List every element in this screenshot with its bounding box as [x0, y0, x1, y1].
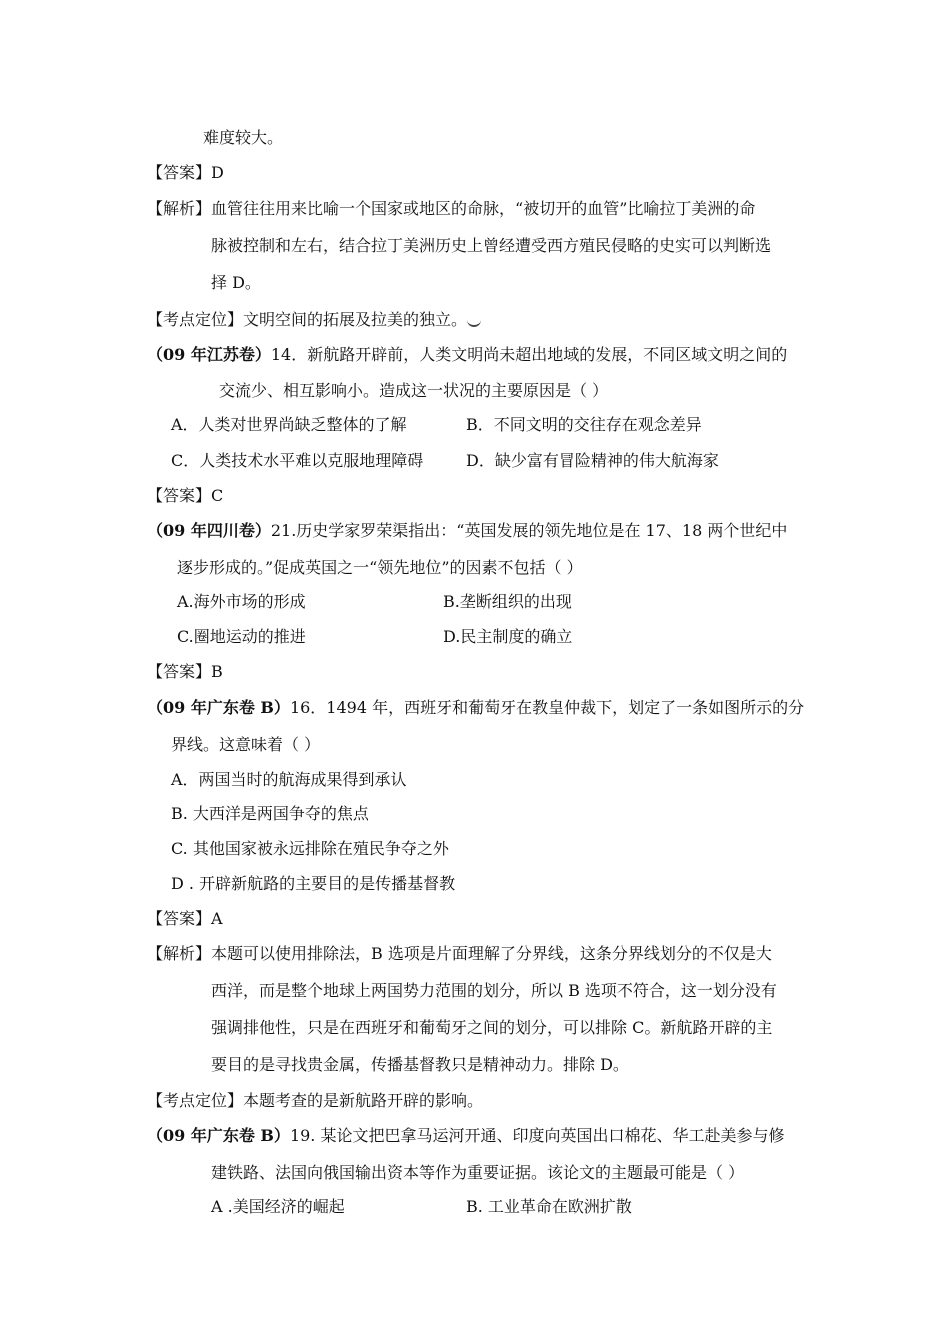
analysis-line-2: 脉被控制和左右，结合拉丁美洲历史上曾经遭受西方殖民侵略的史实可以判断选 [211, 236, 772, 255]
analysis-tag: 【解析】 [147, 944, 212, 963]
answer-tag: 【答案】 [147, 163, 212, 182]
question-text: 14．新航路开辟前，人类文明尚未超出地域的发展，不同区域文明之间的 [270, 345, 788, 364]
question-16-option-d: D . 开辟新航路的主要目的是传播基督教 [171, 874, 456, 893]
question-21-option-b: B.垄断组织的出现 [443, 592, 572, 611]
question-16-analysis-line-2: 西洋，而是整个地球上两国势力范围的划分，所以 B 选项不符合，这一划分没有 [211, 981, 777, 1000]
knowledge-point-tag: 【考点定位】 [147, 1091, 244, 1110]
question-16-knowledge-point [147, 1090, 483, 1112]
analysis-line-3: 择 D。 [211, 273, 261, 292]
question-21-stem-line-1 [147, 520, 787, 542]
question-text: 16．1494 年，西班牙和葡萄牙在教皇仲裁下，划定了一条如图所示的分 [289, 698, 805, 717]
question-16-option-c: C. 其他国家被永远排除在殖民争夺之外 [171, 839, 449, 858]
answer-tag: 【答案】 [147, 486, 212, 505]
question-16-analysis-line-4: 要目的是寻找贵金属，传播基督教只是精神动力。排除 D。 [211, 1055, 629, 1074]
question-21-option-c: C.圈地运动的推进 [177, 627, 306, 646]
knowledge-point-text: 本题考查的是新航路开辟的影响。 [243, 1091, 484, 1110]
squiggle-mark [467, 317, 481, 327]
question-21-option-d: D.民主制度的确立 [443, 627, 573, 646]
answer-value: A [211, 909, 223, 928]
question-16-option-a: A．两国当时的航海成果得到承认 [171, 770, 407, 789]
question-14-answer [147, 485, 223, 507]
question-source: （09 年江苏卷） [147, 345, 271, 364]
question-16-answer [147, 908, 223, 930]
question-14-option-b: B．不同文明的交往存在观念差异 [466, 415, 702, 434]
question-text: 21.历史学家罗荣渠指出：“英国发展的领先地位是在 17、18 两个世纪中 [270, 521, 788, 540]
question-14-option-c: C．人类技术水平难以克服地理障碍 [171, 451, 424, 470]
question-16-option-b: B. 大西洋是两国争夺的焦点 [171, 804, 369, 823]
question-source: （09 年广东卷 B） [147, 698, 290, 717]
answer-value: D [211, 163, 224, 182]
knowledge-point-text: 文明空间的拓展及拉美的独立。 [243, 310, 468, 329]
question-21-stem-line-2: 逐步形成的。”促成英国之一“领先地位”的因素不包括（ ） [177, 558, 583, 577]
knowledge-point-tag: 【考点定位】 [147, 310, 244, 329]
knowledge-point-line [147, 309, 481, 331]
prev-analysis-continuation: 难度较大。 [203, 128, 284, 147]
question-16-analysis-line-1 [147, 943, 772, 965]
question-source: （09 年广东卷 B） [147, 1126, 290, 1145]
analysis-line-1 [147, 198, 755, 220]
question-16-stem-line-1 [147, 697, 804, 719]
question-14-stem-line-2: 交流少、相互影响小。造成这一状况的主要原因是（ ） [219, 381, 609, 400]
analysis-tag: 【解析】 [147, 199, 212, 218]
question-source: （09 年四川卷） [147, 521, 271, 540]
question-19-stem-line-1 [147, 1125, 784, 1147]
answer-value: C [211, 486, 224, 505]
answer-tag: 【答案】 [147, 909, 212, 928]
question-21-answer [147, 661, 223, 683]
question-14-option-a: A．人类对世界尚缺乏整体的了解 [171, 415, 407, 434]
question-16-stem-line-2: 界线。这意味着（ ） [171, 735, 321, 754]
answer-value: B [211, 662, 223, 681]
question-16-analysis-line-3: 强调排他性，只是在西班牙和葡萄牙之间的划分，可以排除 C。新航路开辟的主 [211, 1018, 773, 1037]
analysis-text: 血管往往用来比喻一个国家或地区的命脉，“被切开的血管”比喻拉丁美洲的命 [211, 199, 756, 218]
question-19-option-a: A .美国经济的崛起 [211, 1197, 345, 1216]
question-19-option-b: B. 工业革命在欧洲扩散 [466, 1197, 632, 1216]
question-text: 19. 某论文把巴拿马运河开通、印度向英国出口棉花、华工赴美参与修 [289, 1126, 785, 1145]
question-19-stem-line-2: 建铁路、法国向俄国输出资本等作为重要证据。该论文的主题最可能是（ ） [211, 1163, 745, 1182]
question-14-stem-line-1 [147, 344, 787, 366]
answer-line [147, 162, 224, 184]
answer-tag: 【答案】 [147, 662, 212, 681]
question-21-option-a: A.海外市场的形成 [177, 592, 306, 611]
question-14-option-d: D．缺少富有冒险精神的伟大航海家 [466, 451, 719, 470]
analysis-text: 本题可以使用排除法，B 选项是片面理解了分界线，这条分界线划分的不仅是大 [211, 944, 772, 963]
